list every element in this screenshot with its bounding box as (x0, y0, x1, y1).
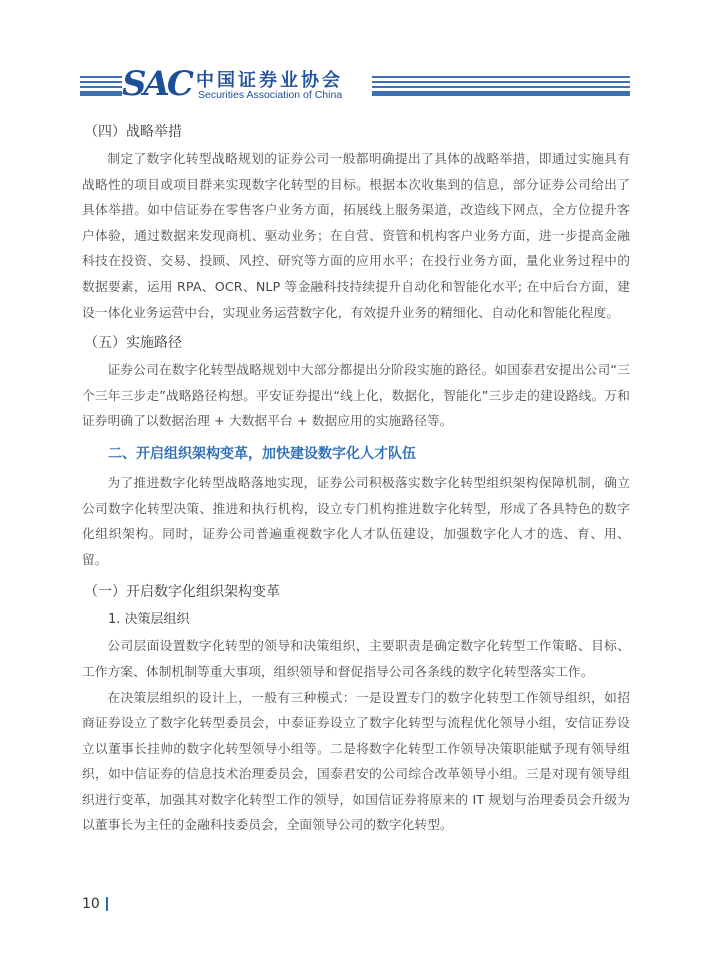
section-heading: 二、开启组织架构变革，加快建设数字化人才队伍 (108, 445, 416, 462)
paragraph: 证券公司在数字化转型战略规划中大部分都提出分阶段实施的路径。如国泰君安提出公司“三个三年三步走”战略路径构想。平安证券提出“线上化，数据化，智能化”三步走的建设路线。万和证券明确了以数据治理 + 大数据平台 + 数据应用的实施路径等。 (82, 362, 630, 429)
page-number: 10 (82, 896, 100, 912)
page-footer (82, 896, 108, 912)
subheading-org-reform: （一）开启数字化组织架构变革 (84, 584, 280, 601)
subheading-implementation-path: （五）实施路径 (84, 335, 182, 352)
logo-english-name: Securities Association of China (198, 89, 343, 101)
footer-bar (106, 897, 108, 911)
subheading-decision-org: 1. 决策层组织 (108, 612, 190, 628)
subheading-strategic-measures: （四）战略举措 (84, 124, 182, 140)
logo-chinese-name: 中国证券业协会 (196, 70, 343, 91)
paragraph: 为了推进数字化转型战略落地实现，证券公司积极落实数字化转型组织架构保障机制，确立公司数字化转型决策、推进和执行机构，设立专门机构推进数字化转型，形成了各具特色的数字化组织架构。同时，证券公司普遍重视数字化人才队伍建设，加强数字化人才的选、育、用、留。 (82, 474, 630, 567)
page-header (0, 52, 710, 112)
paragraph: 在决策层组织的设计上，一般有三种模式：一是设置专门的数字化转型工作领导组织，如招商证券设立了数字化转型委员会，中泰证券设立了数字化转型与流程优化领导小组，安信证券设立以董事长挂帅的数字化转型领导小组等。二是将数字化转型工作领导决策职能赋予现有领导组织，如中信证券的信息技术治理委员会，国泰君安的公司综合改革领导小组。三是对现有领导组织进行变革，加强其对数字化转型工作的领导，如国信证券将原来的 IT 规划与治理委员会升级为以董事长为主任的金融科技委员会，全面领导公司的数字化转型。 (82, 689, 630, 833)
paragraph: 公司层面设置数字化转型的领导和决策组织，主要职责是确定数字化转型工作策略、目标、工作方案、体制机制等重大事项，组织领导和督促指导公司各条线的数字化转型落实工作。 (82, 638, 630, 679)
document-body (82, 118, 630, 838)
paragraph: 制定了数字化转型战略规划的证券公司一般都明确提出了具体的战略举措，即通过实施具有战略性的项目或项目群来实现数字化转型的目标。根据本次收集到的信息，部分证券公司给出了具体举措。如中信证券在零售客户业务方面，拓展线上服务渠道，改造线下网点，全方位提升客户体验，通过数据来发现商机、驱动业务；在自营、资管和机构客户业务方面，进一步提高金融科技在投资、交易、投顾、风控、研究等方面的应用水平；在投行业务方面，量化业务过程中的数据要素，运用 RPA、OCR、NLP 等金融科技持续提升自动化和智能化水平; 在中后台方面，建设一体化业务运营中台，实现业务运营数字化，有效提升业务的精细化、自动化和智能化程度。 (82, 151, 630, 320)
sac-logo-mark: SAC (122, 64, 191, 104)
header-stripes-left (80, 76, 122, 96)
header-stripes-right (372, 76, 630, 96)
